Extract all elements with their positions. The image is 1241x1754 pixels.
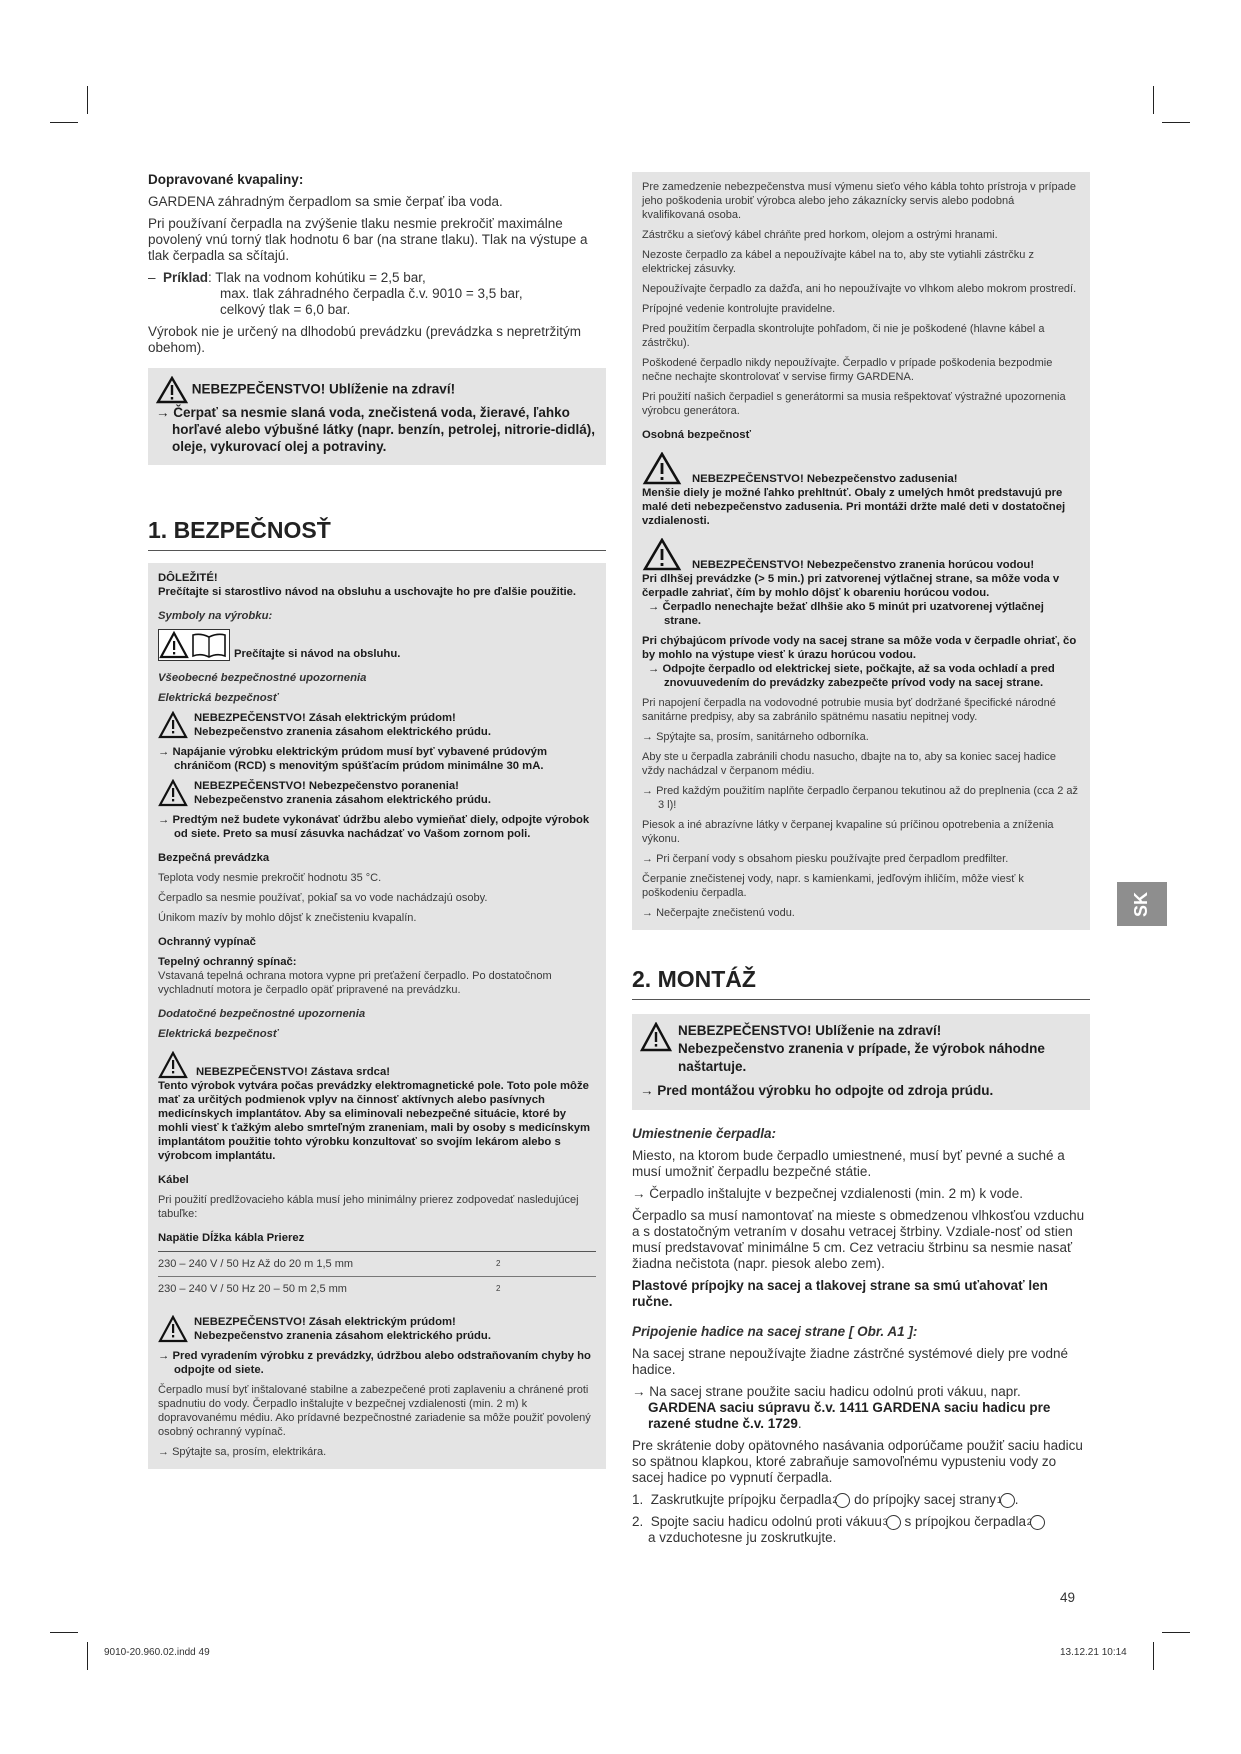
place-heading: Umiestnenie čerpadla: [632, 1126, 777, 1141]
page-number: 49 [1060, 1590, 1076, 1605]
w1-action: → Napájanie výrobku elektrickým prúdom musí byť vybavené prúdovým chráničom (RCD) s menovitým spúšťacím prúdom minimálne 30 mA. [158, 746, 548, 772]
box1-p11: Piesok a iné abrazívne látky v čerpanej kvapaline sú príčinou opotrebenia a zníženia výkonu. [642, 819, 1054, 845]
box1-p7: Poškodené čerpadlo nikdy nepoužívajte. Čerpadlo v prípade poškodenia bezpodmie nečne nechajte skontrolovať v servise firmy GARDENA. [642, 357, 1053, 383]
warning-electric-1 [158, 711, 596, 739]
additional-label: Dodatočné bezpečnostné upozornenia [158, 1008, 366, 1020]
crop-mark [87, 1642, 88, 1670]
symbol-box [158, 629, 230, 661]
fluids-heading: Dopravované kvapaliny: [148, 172, 304, 187]
warning-triangle-icon [642, 452, 682, 486]
w4-sub: Nebezpečenstvo zranenia zásahom elektrického prúdu. [194, 1330, 491, 1342]
w6-action2: → Odpojte čerpadlo od elektrickej siete, počkajte, až sa voda ochladí a pred znovuuvedením do prevádzky zabezpečte prívod vody na sacej strane. [648, 663, 1055, 689]
part-2-icon: 2 [1030, 1515, 1045, 1530]
left-column [148, 172, 606, 1469]
assembly-danger-action: → Pred montážou výrobku ho odpojte od zdroja prúdu. [640, 1083, 994, 1098]
example-line1: : Tlak na vodnom kohútiku = 2,5 bar, [208, 270, 426, 285]
table-row: 230 – 240 V / 50 Hz Až do 20 m 1,5 mm 2 [158, 1252, 596, 1277]
symbol-row [158, 629, 596, 661]
crop-mark [1162, 122, 1190, 123]
warning-triangle-icon [642, 538, 682, 572]
warning-electric-2 [158, 1315, 596, 1343]
box1-p10: Aby ste u čerpadla zabránili chodu nasucho, dbajte na to, aby sa koniec sacej hadice vždy nachádzal v čerpanom médiu. [642, 751, 1056, 777]
personal-heading: Osobná bezpečnosť [642, 429, 751, 441]
footer-file: 9010-20.960.02.indd 49 [104, 1647, 210, 1658]
warning-triangle-icon [158, 711, 188, 739]
danger-text: → Čerpať sa nesmie slaná voda, znečistená voda, žieravé, ľahko horľavé alebo výbušné látky (napr. benzín, petrolej, nitrorie-didlá), oleje, vykurovací olej a potraviny. [156, 405, 596, 454]
right-column [632, 172, 1090, 1546]
box1-p8: Pri použití našich čerpadiel s generátormi sa musia rešpektovať výstražné upozornenia výrobcu generátora. [642, 391, 1066, 417]
fluids-p1: GARDENA záhradným čerpadlom sa smie čerpať iba voda. [148, 194, 503, 209]
crop-mark [1153, 1642, 1154, 1670]
general-label: Všeobecné bezpečnostné upozornenia [158, 672, 367, 684]
box1-p2: Zástrčku a sieťový kábel chráňte pred horkom, olejom a ostrými hranami. [642, 229, 998, 241]
box1-p6: Pred použitím čerpadla skontrolujte pohľadom, či nie je poškodené (hlavne kábel a zástrčku). [642, 323, 1045, 349]
symbol-caption: Prečítajte si návod na obsluhu. [234, 648, 401, 660]
important-text: Prečítajte si starostlivo návod na obsluhu a uschovajte ho pre ďalšie použitie. [158, 586, 577, 598]
hose-p1: Na sacej strane nepoužívajte žiadne zástrčné systémové diely pre vodné hadice. [632, 1346, 1068, 1377]
part-1-icon: 1 [1000, 1493, 1015, 1508]
w3-text: Tento výrobok vytvára počas prevádzky elektromagnetické pole. Toto pole môže mať za určitých podmienok vplyv na činnosť aktívnych alebo pasívnych medicínskych implantátov. Aby sa eliminovali nebezpečné situácie, ktoré by mohli viesť k ťažkým alebo smrteľným zraneniam, mali by osoby s medicínskym implantátom použitie tohto výrobku konzultovať so svojím lekárom alebo s výrobcom implantátu. [158, 1080, 591, 1162]
danger-title: NEBEZPEČENSTVO! Ublíženie na zdraví! [191, 381, 456, 397]
cable-text: Pri použití predlžovacieho kábla musí jeho minimálny prierez zodpovedať nasledujúcej tabuľke: [158, 1194, 579, 1220]
w2-sub: Nebezpečenstvo zranenia zásahom elektrického prúdu. [194, 794, 491, 806]
hose-p2: Pre skrátenie doby opätovného nasávania odporúčame použiť saciu hadicu so spätnou klapkou, ktoré zabraňuje samovoľnému vypusteniu vody zo sacej hadice po vypnutí čerpadla. [632, 1438, 1083, 1485]
example-line3: celkový tlak = 6,0 bar. [220, 302, 351, 317]
section1-heading: 1. BEZPEČNOSŤ [148, 517, 606, 551]
w5-title: NEBEZPEČENSTVO! Nebezpečenstvo zadusenia! [692, 473, 958, 485]
warning-injury [158, 779, 596, 807]
box1-p9: Pri napojení čerpadla na vodovodné potrubie musia byť dodržané špecifické národné sanitárne predpisy, aby sa zabránilo spätnému nasatiu nepitnej vody. [642, 697, 1056, 723]
safe-op-heading: Bezpečná prevádzka [158, 852, 270, 864]
fluids-example: – Príklad: Tlak na vodnom kohútiku = 2,5 bar, max. tlak záhradného čerpadla č.v. 9010 = 3,5 bar, celkový tlak = 6,0 bar. [148, 270, 606, 318]
place-bold: Plastové prípojky na sacej a tlakovej strane sa smú uťahovať len ručne. [632, 1278, 1048, 1309]
w4-action: → Pred vyradením výrobku z prevádzky, údržbou alebo odstraňovaním chyby ho odpojte od siete. [158, 1350, 591, 1376]
part-2-icon: 2 [835, 1493, 850, 1508]
footer-date: 13.12.21 10:14 [1060, 1647, 1127, 1658]
warning-triangle-icon [640, 1022, 672, 1052]
step-2: 2. Spojte saciu hadicu odolnú proti vákuu 3 s prípojkou čerpadla 2 a vzduchotesne ju zoskrutkujte. [632, 1514, 1090, 1546]
part-3-icon: 3 [886, 1515, 901, 1530]
electric-label-2: Elektrická bezpečnosť [158, 1028, 279, 1040]
warning-triangle-icon [158, 1051, 188, 1079]
hose-a1: → Na sacej strane použite saciu hadicu odolnú proti vákuu, napr. GARDENA saciu súpravu č.v. 1411 GARDENA saciu hadicu pre razené studne č.v. 1729. [632, 1384, 1051, 1431]
w1-sub: Nebezpečenstvo zranenia zásahom elektrického prúdu. [194, 726, 491, 738]
cable-heading: Kábel [158, 1174, 189, 1186]
place-a1: → Čerpadlo inštalujte v bezpečnej vzdialenosti (min. 2 m) k vode. [632, 1186, 1023, 1201]
w5-text: Menšie diely je možné ľahko prehltnúť. Obaly z umelých hmôt predstavujú pre malé deti nebezpečenstvo zadusenia. Pri montáži držte malé deti v dostatočnej vzdialenosti. [642, 487, 1066, 527]
crop-mark [1162, 1632, 1190, 1633]
table-row: 230 – 240 V / 50 Hz 20 – 50 m 2,5 mm 2 [158, 1283, 501, 1295]
w1-title: NEBEZPEČENSTVO! Zásah elektrickým prúdom! [194, 712, 456, 724]
switch-heading: Ochranný vypínač [158, 936, 256, 948]
warning-triangle-icon [158, 1315, 188, 1343]
box1-a2: → Pred každým použitím naplňte čerpadlo čerpanou tekutinou až do preplnenia (cca 2 až 3 l)! [642, 785, 1078, 811]
w6-title: NEBEZPEČENSTVO! Nebezpečenstvo zranenia horúcou vodou! [692, 559, 1035, 571]
safe-op-1: Teplota vody nesmie prekročiť hodnotu 35 °C. [158, 872, 382, 884]
box1-p5: Prípojné vedenie kontrolujte pravidelne. [642, 303, 836, 315]
w2-action: → Predtým než budete vykonávať údržbu alebo vymieňať diely, odpojte výrobok od siete. Preto sa musí zásuvka nachádzať vo Vašom zornom poli. [158, 814, 590, 840]
example-label: Príklad [163, 270, 209, 285]
thermal-heading: Tepelný ochranný spínač: [158, 956, 297, 968]
symbols-label: Symboly na výrobku: [158, 610, 273, 622]
danger-box-assembly [632, 1014, 1090, 1110]
manual-book-icon [189, 630, 229, 660]
w6-text: Pri dlhšej prevádzke (> 5 min.) pri zatvorenej výtlačnej strane, sa môže voda v čerpadle zahriať, čím by mohlo dôjsť k obareniu horúcou vodou. [642, 573, 1060, 599]
step-1: 1. Zaskrutkujte prípojku čerpadla 2 do prípojky sacej strany 1 . [632, 1492, 1019, 1507]
fluids-p2: Pri používaní čerpadla na zvýšenie tlaku nesmie prekročiť maximálne povolený vnú torný tlak hodnotu 6 bar (na strane tlaku). Tlak na výstupe a tlak čerpadla sa sčítajú. [148, 216, 588, 263]
crop-mark [1153, 86, 1154, 114]
hose-heading: Pripojenie hadice na sacej strane [ Obr. A1 ]: [632, 1324, 918, 1339]
w4-title: NEBEZPEČENSTVO! Zásah elektrickým prúdom! [194, 1316, 456, 1328]
warning-triangle-icon [158, 779, 188, 807]
box1-a4: → Nečerpajte znečistenú vodu. [642, 907, 795, 919]
box1-p3: Nezoste čerpadlo za kábel a nepoužívajte kábel na to, aby ste vytiahli zástrčku z elektrickej zásuvky. [642, 249, 1034, 275]
safe-op-3: Únikom mazív by mohlo dôjsť k znečisteniu kvapalín. [158, 912, 417, 924]
w6-text2: Pri chýbajúcom prívode vody na sacej strane sa môže voda v čerpadle ohriať, čo by mohlo na výstupe viesť k úrazu horúcou vodou. [642, 635, 1077, 661]
install-action: → Spýtajte sa, prosím, elektrikára. [158, 1446, 327, 1458]
warning-hot-water [642, 538, 1080, 572]
warning-triangle-icon [159, 630, 189, 660]
warning-triangle-icon [156, 376, 188, 404]
crop-mark [50, 1632, 78, 1633]
example-line2: max. tlak záhradného čerpadla č.v. 9010 = 3,5 bar, [220, 286, 523, 301]
important-label: DÔLEŽITÉ! [158, 572, 218, 584]
warning-heart [158, 1051, 596, 1079]
fluids-p3: Výrobok nie je určený na dlhodobú prevádzku (prevádzka s nepretržitým obehom). [148, 324, 581, 355]
warning-suffocation [642, 452, 1080, 486]
place-p2: Čerpadlo sa musí namontovať na mieste s obmedzenou vlhkosťou vzduchu a s dostatočným vetraním v dosahu vetracej štrbiny. Vzdiale-nosť od stien musí predstavovať minimálne 5 cm. Cez vetraciu štrbinu sa nesmie nasať žiadna nečistota (napr. piesok alebo zem). [632, 1208, 1085, 1271]
cable-table-header: Napätie Dĺžka kábla Prierez [158, 1232, 305, 1244]
assembly-danger-sub: Nebezpečenstvo zranenia v prípade, že výrobok náhodne naštartuje. [678, 1041, 1045, 1074]
thermal-text: Vstavaná tepelná ochrana motora vypne pri preťažení čerpadlo. Po dostatočnom vychladnutí motora je čerpadlo opäť pripravené na prevádzku. [158, 970, 552, 996]
safe-op-2: Čerpadlo sa nesmie používať, pokiaľ sa vo vode nachádzajú osoby. [158, 892, 488, 904]
danger-title-row [156, 376, 596, 404]
crop-mark [50, 122, 78, 123]
electric-label: Elektrická bezpečnosť [158, 692, 279, 704]
box1-p1: Pre zamedzenie nebezpečenstva musí výmenu sieťo vého kábla tohto prístroja v prípade jeho poškodenia urobiť výrobca alebo jeho zákaznícky servis alebo podobná kvalifikovaná osoba. [642, 181, 1076, 221]
section2-heading: 2. MONTÁŽ [632, 966, 1090, 1000]
crop-mark [87, 86, 88, 114]
box1-p4: Nepoužívajte čerpadlo za dažďa, ani ho nepoužívajte vo vlhkom alebo mokrom prostredí. [642, 283, 1077, 295]
install-text: Čerpadlo musí byť inštalované stabilne a zabezpečené proti zaplaveniu a chránené proti spadnutiu do vody. Čerpadlo inštalujte v bezpečnej vzdialenosti (min. 2 m) k dopravovanému médiu. Ako prídavné bezpečnostné zariadenie sa môže použiť povolený osobný ochranný vypínač. [158, 1384, 591, 1438]
w2-title: NEBEZPEČENSTVO! Nebezpečenstvo poranenia! [194, 780, 459, 792]
place-p1: Miesto, na ktorom bude čerpadlo umiestnené, musí byť pevné a suché a musí umožniť čerpadlu bezpečné státie. [632, 1148, 1065, 1179]
w6-action: → Čerpadlo nenechajte bežať dlhšie ako 5 minút pri uzatvorenej výtlačnej strane. [648, 601, 1044, 627]
assembly-danger-title: NEBEZPEČENSTVO! Ublíženie na zdraví! [678, 1023, 942, 1038]
cable-table [158, 1251, 596, 1301]
safety-box-right [632, 172, 1090, 930]
box1-a3: → Pri čerpaní vody s obsahom piesku používajte pred čerpadlom predfilter. [642, 853, 1009, 865]
box1-a1: → Spýtajte sa, prosím, sanitárneho odborníka. [642, 731, 869, 743]
box1-p12: Čerpanie znečistenej vody, napr. s kamienkami, jedľovým ihličím, môže viesť k poškodeniu čerpadla. [642, 873, 1024, 899]
w3-title: NEBEZPEČENSTVO! Zástava srdca! [196, 1066, 390, 1078]
language-tab: SK [1117, 882, 1167, 926]
danger-box-health [148, 368, 606, 465]
danger-assembly-row [640, 1022, 1080, 1076]
safety-box [148, 563, 606, 1469]
